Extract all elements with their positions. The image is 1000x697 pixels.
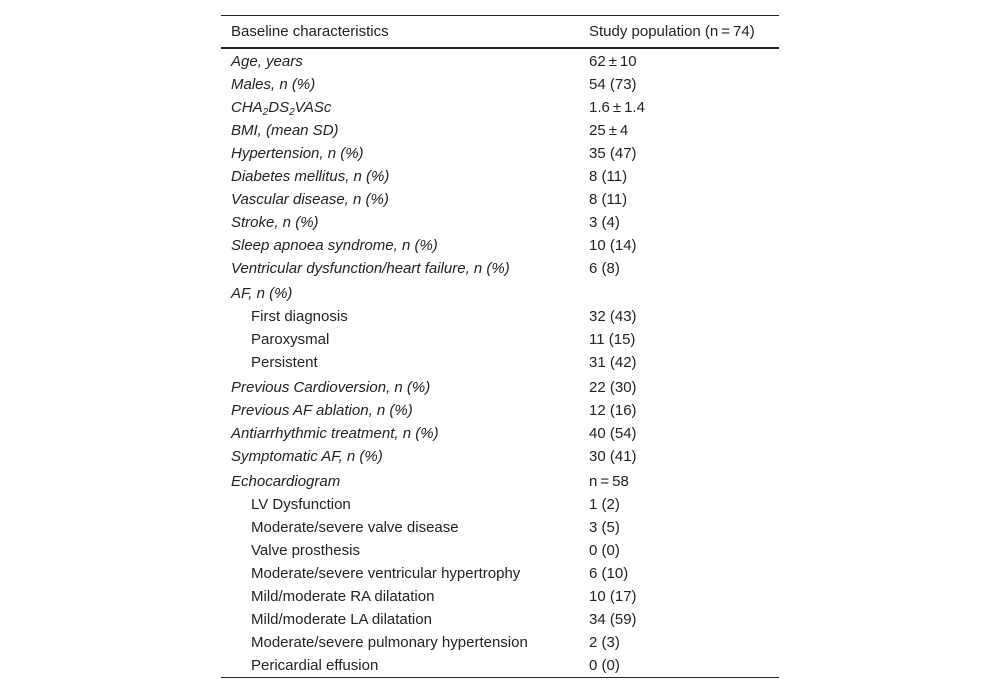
row-label: Previous Cardioversion, n (%): [231, 379, 431, 396]
table-row: [221, 608, 779, 631]
table-body: [221, 48, 779, 678]
table-row: [221, 119, 779, 142]
row-label: Mild/moderate RA dilatation: [251, 588, 435, 605]
row-label: Stroke, n (%): [231, 214, 319, 231]
header-characteristics: Baseline characteristics: [231, 23, 389, 40]
row-label: Previous AF ablation, n (%): [231, 402, 413, 419]
row-value: 62 ± 10: [589, 53, 637, 70]
row-label: $CHA_2DS_2VASc$: [231, 99, 332, 118]
row-label: AF, n (%): [231, 285, 293, 302]
row-label: Hypertension, n (%): [231, 145, 364, 162]
row-value: 10 (17): [589, 588, 637, 605]
table-row: [221, 165, 779, 188]
row-value: 6 (8): [589, 260, 620, 277]
row-label: BMI, (mean SD): [231, 122, 339, 139]
row-label: Age, years: [231, 53, 303, 70]
table-row: [221, 48, 779, 73]
table-row: [221, 188, 779, 211]
table-row: [221, 445, 779, 468]
table-row: [221, 234, 779, 257]
row-label: Paroxysmal: [251, 331, 330, 348]
table-row: [221, 96, 779, 119]
row-value: 31 (42): [589, 354, 637, 371]
baseline-table-container: [221, 15, 779, 678]
row-value: n = 58: [589, 473, 629, 490]
row-label: Echocardiogram: [231, 473, 341, 490]
row-label: Moderate/severe pulmonary hypertension: [251, 634, 528, 651]
table-row: [221, 631, 779, 654]
row-value: 2 (3): [589, 634, 620, 651]
table-row: [221, 654, 779, 678]
row-value: 30 (41): [589, 448, 637, 465]
row-label: LV Dysfunction: [251, 496, 351, 513]
baseline-characteristics-table: [221, 15, 779, 678]
row-label: Persistent: [251, 354, 318, 371]
row-label: Diabetes mellitus, n (%): [231, 168, 390, 185]
row-value: 32 (43): [589, 308, 637, 325]
row-value: 0 (0): [589, 542, 620, 559]
row-label: Ventricular dysfunction/heart failure, n (%): [231, 260, 510, 277]
row-label: Moderate/severe ventricular hypertrophy: [251, 565, 521, 582]
row-value: 8 (11): [589, 191, 628, 208]
row-value: 3 (4): [589, 214, 620, 231]
row-value: 11 (15): [589, 331, 636, 348]
row-value: 12 (16): [589, 402, 637, 419]
row-value: 1.6 ± 1.4: [589, 99, 645, 116]
table-row: [221, 422, 779, 445]
table-row: [221, 374, 779, 399]
table-row: [221, 142, 779, 165]
row-label: Valve prosthesis: [251, 542, 360, 559]
table-row: [221, 280, 779, 305]
header-study-population: Study population (n = 74): [589, 23, 755, 40]
row-value: 0 (0): [589, 657, 620, 674]
table-row: [221, 562, 779, 585]
row-value: 34 (59): [589, 611, 637, 628]
row-value: 1 (2): [589, 496, 620, 513]
table-row: [221, 399, 779, 422]
row-value: 6 (10): [589, 565, 629, 582]
row-label: Pericardial effusion: [251, 657, 379, 674]
row-label: Vascular disease, n (%): [231, 191, 389, 208]
table-row: [221, 493, 779, 516]
row-value: 35 (47): [589, 145, 637, 162]
row-label: Sleep apnoea syndrome, n (%): [231, 237, 438, 254]
table-row: [221, 539, 779, 562]
row-value: 25 ± 4: [589, 122, 629, 139]
table-row: [221, 516, 779, 539]
table-row: [221, 585, 779, 608]
row-label: Antiarrhythmic treatment, n (%): [231, 425, 439, 442]
row-value: 3 (5): [589, 519, 620, 536]
row-label: Mild/moderate LA dilatation: [251, 611, 432, 628]
table-row: [221, 211, 779, 234]
row-value: 40 (54): [589, 425, 637, 442]
row-label: Symptomatic AF, n (%): [231, 448, 383, 465]
row-label: Moderate/severe valve disease: [251, 519, 459, 536]
table-row: [221, 305, 779, 328]
row-value: 22 (30): [589, 379, 637, 396]
row-value: [579, 280, 779, 305]
table-header-row: [221, 16, 779, 49]
row-value: 10 (14): [589, 237, 637, 254]
table-row: [221, 73, 779, 96]
row-value: 54 (73): [589, 76, 637, 93]
table-row: [221, 328, 779, 351]
table-row: [221, 468, 779, 493]
row-label: First diagnosis: [251, 308, 348, 325]
table-row: [221, 257, 779, 280]
table-row: [221, 351, 779, 374]
row-value: 8 (11): [589, 168, 628, 185]
row-label: Males, n (%): [231, 76, 316, 93]
